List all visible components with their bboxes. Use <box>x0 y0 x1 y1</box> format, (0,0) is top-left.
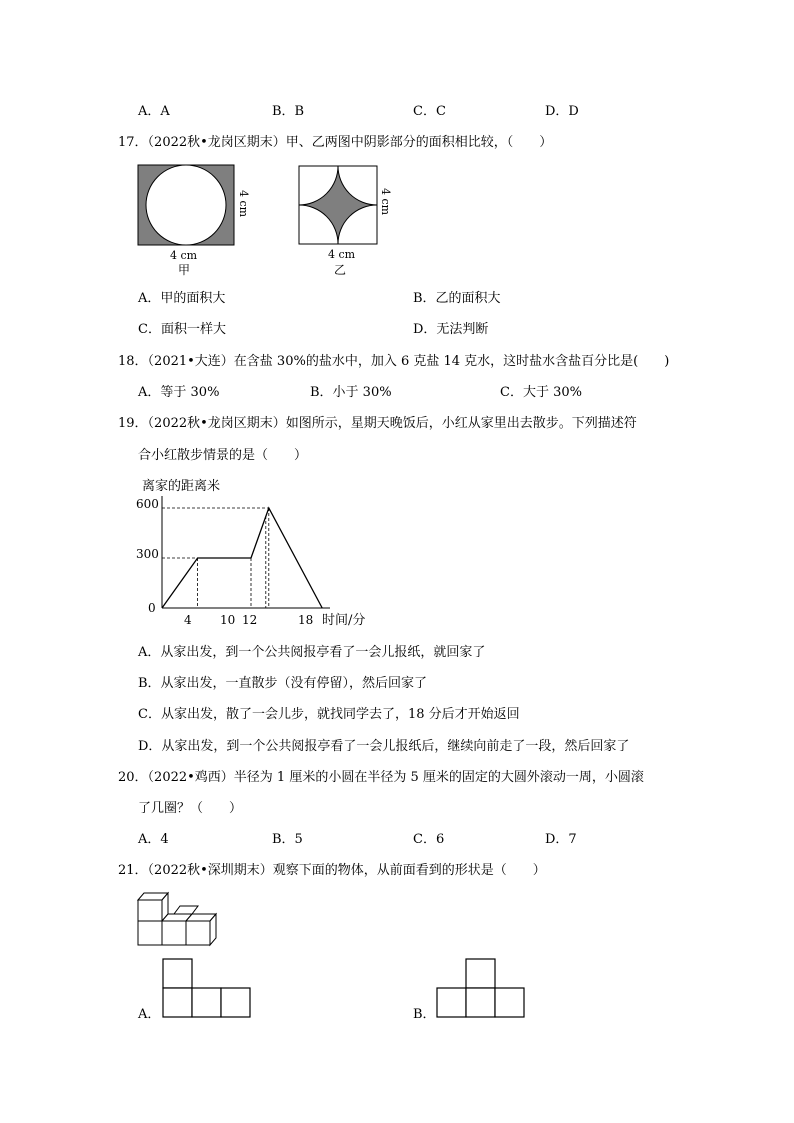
q21-option-b-figure <box>434 956 529 1020</box>
q17b-name: 乙 <box>334 263 347 277</box>
q17a-side-dim: 4 cm <box>237 190 250 218</box>
q17a-name: 甲 <box>178 263 191 277</box>
q17b-side-dim: 4 cm <box>379 188 392 216</box>
q19-option-d: D．从家出发，到一个公共阅报亭看了一会儿报纸后，继续向前走了一段，然后回家了 <box>138 739 630 754</box>
q21-option-b: B． <box>413 1007 436 1022</box>
q16-option-c: C．C <box>413 104 446 119</box>
chart-xtick-18: 18 <box>298 613 314 627</box>
q20-option-d: D．7 <box>545 832 577 847</box>
q18-option-c: C．大于 30% <box>500 385 582 400</box>
q19-option-c: C．从家出发，散了一会儿步，就找同学去了，18 分后才开始返回 <box>138 707 520 722</box>
q18-option-a: A．等于 30% <box>138 385 220 400</box>
q19-option-a: A．从家出发，到一个公共阅报亭看了一会儿报纸，就回家了 <box>138 645 486 660</box>
q20-stem-line1: 20．（2022•鸡西）半径为 1 厘米的小圆在半径为 5 厘米的固定的大圆外滚动一周，小圆滚 <box>118 770 644 785</box>
chart-ytick-600: 600 <box>136 497 159 511</box>
q18-stem: 18．（2021•大连）在含盐 30%的盐水中，加入 6 克盐 14 克水，这时盐水含盐百分比是( ) <box>118 354 670 369</box>
q21-stem: 21．（2022秋•深圳期末）观察下面的物体，从前面看到的形状是（ ） <box>118 863 546 878</box>
q17-figure-a <box>132 160 252 280</box>
q16-option-a: A．A <box>138 104 170 119</box>
q19-stem-line1: 19．（2022秋•龙岗区期末）如图所示，星期天晚饭后，小红从家里出去散步。下列描述符 <box>118 416 637 431</box>
chart-xtick-12: 12 <box>242 613 258 627</box>
q17a-bottom-dim: 4 cm <box>170 249 198 262</box>
q17-option-c: C．面积一样大 <box>138 322 226 337</box>
chart-ytick-300: 300 <box>136 547 159 561</box>
chart-xlabel: 时间/分 <box>322 613 366 628</box>
q21-option-a: A． <box>138 1007 161 1022</box>
q21-option-a-figure <box>160 956 255 1020</box>
q17b-bottom-dim: 4 cm <box>328 248 356 261</box>
q19-option-b: B．从家出发，一直散步（没有停留），然后回家了 <box>138 676 428 691</box>
q17-stem: 17．（2022秋•龙岗区期末）甲、乙两图中阴影部分的面积相比较，（ ） <box>118 135 553 150</box>
q20-option-c: C．6 <box>413 832 445 847</box>
chart-ylabel: 离家的距离米 <box>142 479 221 494</box>
q20-stem-line2: 了几圈？（ ） <box>138 801 243 816</box>
q20-option-a: A．4 <box>138 832 169 847</box>
q19-line-chart <box>130 470 390 635</box>
q17-option-d: D．无法判断 <box>413 322 489 337</box>
q17-option-a: A．甲的面积大 <box>138 291 226 306</box>
chart-origin-label: 0 <box>148 601 156 615</box>
chart-xtick-10: 10 <box>220 613 236 627</box>
q20-option-b: B．5 <box>272 832 303 847</box>
q21-cube-stack-figure <box>134 884 244 950</box>
q17-option-b: B．乙的面积大 <box>413 291 501 306</box>
q16-option-d: D．D <box>545 104 579 119</box>
chart-xtick-4: 4 <box>184 613 192 627</box>
q17-figure-b <box>294 160 414 280</box>
q18-option-b: B．小于 30% <box>310 385 392 400</box>
q17a-circle <box>146 165 226 245</box>
q19-stem-line2: 合小红散步情景的是（ ） <box>138 448 308 463</box>
chart-series-line <box>162 508 322 608</box>
q16-option-b: B．B <box>272 104 305 119</box>
